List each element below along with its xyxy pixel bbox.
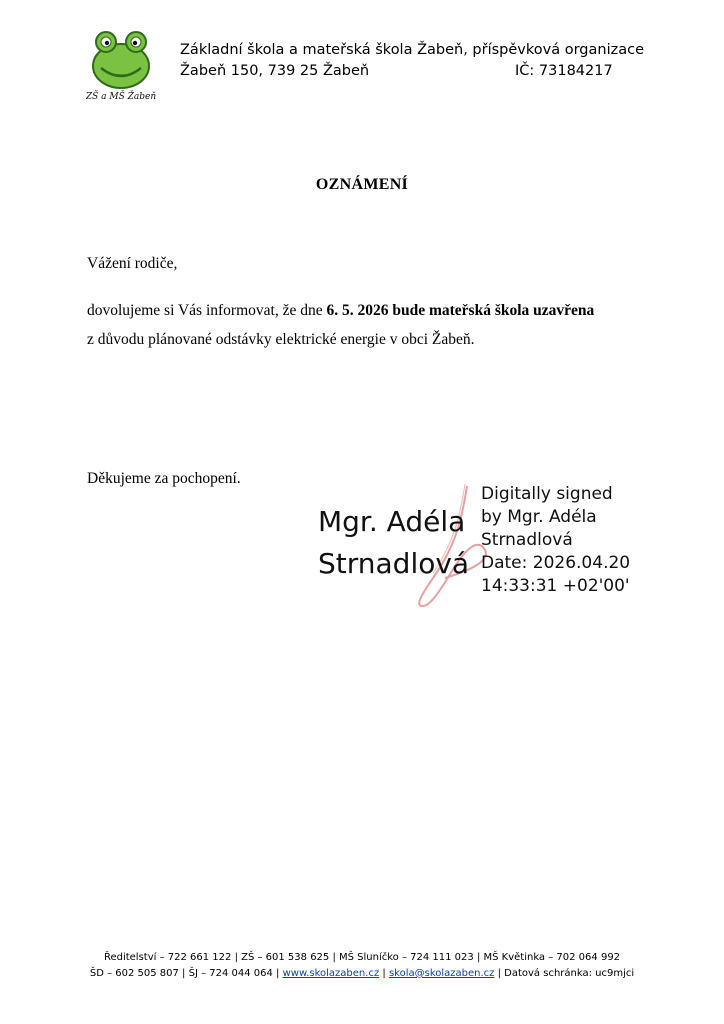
- footer-separator: |: [379, 968, 389, 979]
- signer-name-line-1: Mgr. Adéla: [318, 505, 466, 538]
- footer-phones: ŠD – 602 505 807 | ŠJ – 724 044 064 |: [89, 968, 283, 979]
- email-link[interactable]: skola@skolazaben.cz: [388, 968, 495, 979]
- website-link[interactable]: www.skolazaben.cz: [282, 968, 380, 979]
- footer-contacts-line-1: Ředitelství – 722 661 122 | ZŠ – 601 538 625 | MŠ Sluníčko – 724 111 023 | MŠ Květinka – 702 064 992: [103, 952, 621, 963]
- org-id-number: IČ: 73184217: [515, 63, 613, 79]
- frog-logo-icon: [86, 26, 156, 102]
- signature-info-line: 14:33:31 +02'00': [481, 576, 630, 596]
- announcement-line-1: [87, 302, 594, 320]
- signature-info-line: Date: 2026.04.20: [481, 553, 631, 573]
- announcement-text: dovolujeme si Vás informovat, že dne: [87, 302, 327, 319]
- document-title: OZNÁMENÍ: [315, 176, 409, 193]
- greeting: Vážení rodiče,: [87, 255, 178, 272]
- announcement-highlight: 6. 5. 2026 bude mateřská škola uzavřena: [326, 302, 595, 319]
- digital-signature-info: [481, 483, 630, 598]
- org-address: Žabeň 150, 739 25 Žabeň: [180, 63, 370, 79]
- signer-name-line-2: Strnadlová: [318, 547, 470, 580]
- signature-info-line: Digitally signed: [481, 484, 613, 504]
- signature-info-line: by Mgr. Adéla: [481, 507, 597, 527]
- announcement-line-2: z důvodu plánované odstávky elektrické energie v obci Žabeň.: [87, 331, 475, 348]
- school-logo: [86, 26, 156, 102]
- svg-text:ZŠ a MŠ Žabeň: ZŠ a MŠ Žabeň: [86, 92, 156, 102]
- signature-info-line: Strnadlová: [481, 530, 573, 550]
- org-name: Základní škola a mateřská škola Žabeň, příspěvková organizace: [180, 42, 644, 58]
- footer-contacts-line-2: [0, 968, 724, 979]
- footer-data-box: | Datová schránka: uc9mjci: [494, 968, 635, 979]
- closing: Děkujeme za pochopení.: [87, 470, 241, 487]
